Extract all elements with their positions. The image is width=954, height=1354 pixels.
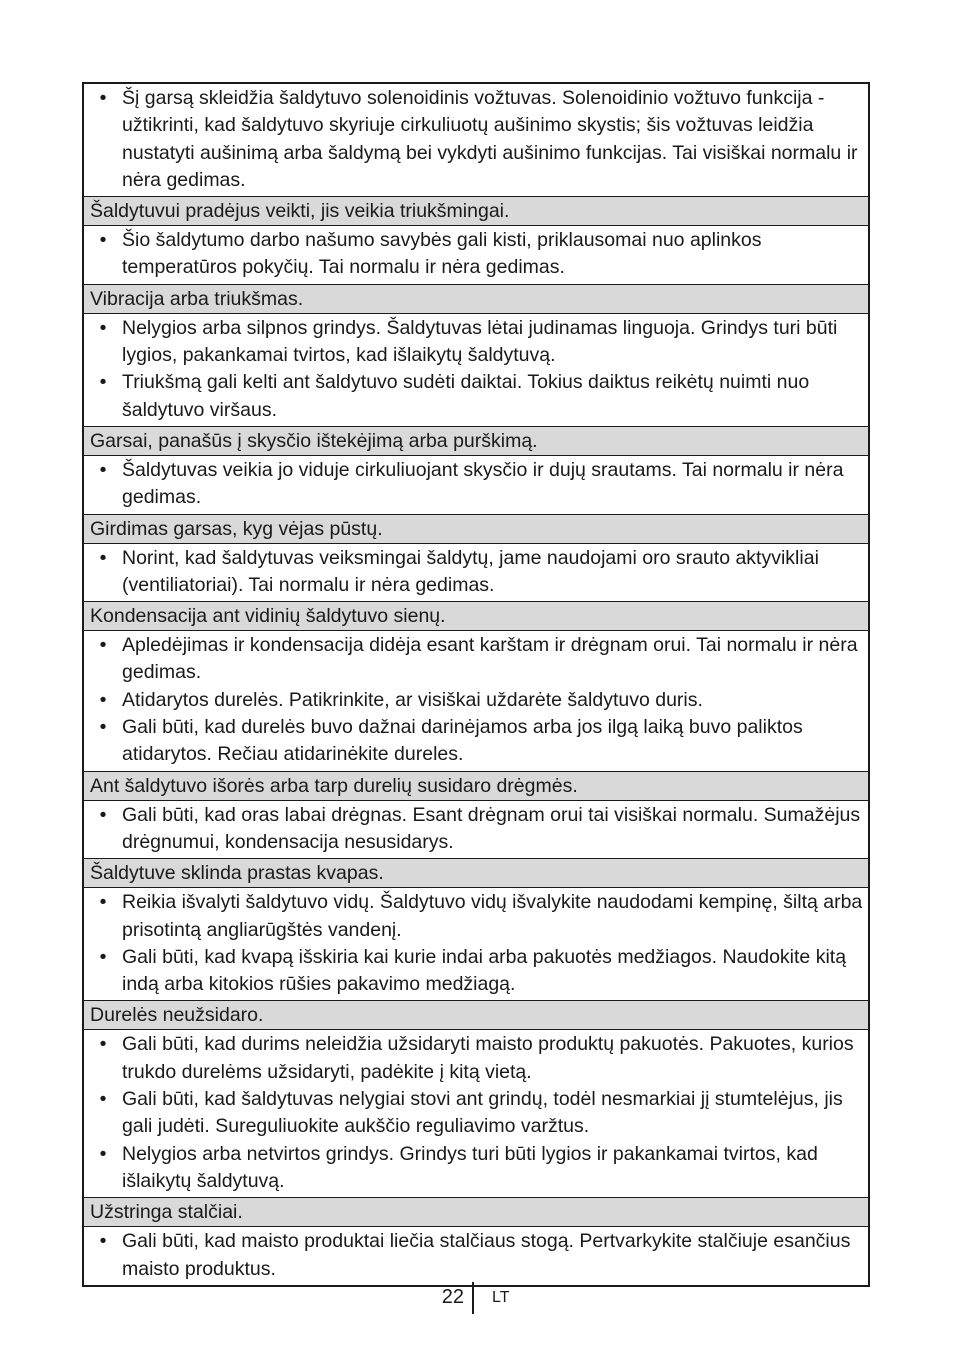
bullet-dot-icon: •: [99, 546, 107, 569]
bullet-text: Nelygios arba silpnos grindys. Šaldytuvas lėtai judinamas linguoja. Grindys turi būti lygios, pakankamai tvirtos, kad išlaikytų šaldytuvą.: [122, 316, 838, 367]
section-header: Vibracija arba triukšmas.: [84, 284, 868, 314]
bullet-dot-icon: •: [99, 316, 107, 339]
section-body: [84, 801, 868, 859]
section-body: [84, 1030, 868, 1197]
page-number: 22: [441, 1286, 464, 1308]
section-body: [84, 226, 868, 284]
section-body: [84, 1227, 868, 1285]
bullet-item: [84, 1086, 864, 1141]
section-header: Kondensacija ant vidinių šaldytuvo sienų.: [84, 601, 868, 631]
bullet-item: [84, 545, 864, 600]
bullet-item: [84, 315, 864, 370]
bullet-text: Gali būti, kad maisto produktai liečia stalčiaus stogą. Pertvarkykite stalčiuje esančius maisto produktus.: [122, 1230, 851, 1280]
bullet-dot-icon: •: [99, 688, 107, 711]
bullet-text: Apledėjimas ir kondensacija didėja esant karštam ir drėgnam orui. Tai normalu ir nėra gedimas.: [122, 634, 858, 684]
bullet-dot-icon: •: [99, 229, 107, 252]
section-body: [84, 544, 868, 602]
bullet-dot-icon: •: [99, 803, 107, 826]
section-body: [84, 888, 868, 1000]
bullet-item: [84, 1031, 864, 1086]
section-header: Šaldytuvui pradėjus veikti, jis veikia triukšmingai.: [84, 196, 868, 226]
bullet-dot-icon: •: [99, 1088, 107, 1111]
bullet-text: Triukšmą gali kelti ant šaldytuvo sudėti daiktai. Tokius daiktus reikėtų nuimti nuo šaldytuvo viršaus.: [122, 371, 810, 421]
bullet-item: [84, 687, 864, 714]
page-footer: [0, 1282, 954, 1316]
bullet-dot-icon: •: [99, 634, 107, 657]
section-header: Girdimas garsas, kyg vėjas pūstų.: [84, 514, 868, 544]
bullet-dot-icon: •: [99, 1142, 107, 1165]
bullet-item: [84, 85, 864, 194]
section-header: Užstringa stalčiai.: [84, 1197, 868, 1227]
bullet-text: Reikia išvalyti šaldytuvo vidų. Šaldytuvo vidų išvalykite naudodami kempinę, šiltą arba prisotintą angliarūgštės vandenį.: [122, 891, 863, 941]
bullet-dot-icon: •: [99, 716, 107, 739]
bullet-item: [84, 802, 864, 857]
bullet-text: Gali būti, kad šaldytuvas nelygiai stovi ant grindų, todėl nesmarkiai jį stumtelėjus, jis gali judėti. Sureguliuokite aukščio reguliavimo varžtus.: [122, 1088, 843, 1138]
bullet-text: Šaldytuvas veikia jo viduje cirkuliuojant skysčio ir dujų srautams. Tai normalu ir nėra gedimas.: [122, 458, 844, 509]
section-header: Durelės neužsidaro.: [84, 1000, 868, 1030]
bullet-text: Gali būti, kad durims neleidžia užsidaryti maisto produktų pakuotės. Pakuotes, kurios trukdo durelėms užsidaryti, padėkite į kitą vietą.: [122, 1033, 854, 1083]
section-header: Šaldytuve sklinda prastas kvapas.: [84, 858, 868, 888]
bullet-item: [84, 944, 864, 999]
bullet-text: Šio šaldytumo darbo našumo savybės gali kisti, priklausomai nuo aplinkos temperatūros pokyčių. Tai normalu ir nėra gedimas.: [122, 229, 762, 279]
bullet-item: [84, 714, 864, 769]
bullet-text: Gali būti, kad oras labai drėgnas. Esant drėgnam orui tai visiškai normalu. Sumažėjus drėgnumui, kondensacija nesusidarys.: [122, 803, 861, 853]
bullet-item: [84, 457, 864, 512]
bullet-dot-icon: •: [99, 945, 107, 968]
bullet-item: [84, 227, 864, 282]
bullet-dot-icon: •: [99, 891, 107, 914]
section-body: [84, 84, 868, 196]
troubleshooting-table: [82, 82, 870, 1287]
bullet-text: Nelygios arba netvirtos grindys. Grindys turi būti lygios ir pakankamai tvirtos, kad išlaikytų šaldytuvą.: [122, 1142, 818, 1192]
bullet-text: Atidarytos durelės. Patikrinkite, ar visiškai uždarėte šaldytuvo duris.: [122, 688, 703, 711]
bullet-item: [84, 1141, 864, 1196]
bullet-dot-icon: •: [99, 87, 107, 109]
bullet-text: Šį garsą skleidžia šaldytuvo solenoidinis vožtuvas. Solenoidinio vožtuvo funkcija - užtikrinti, kad šaldytuvo skyriuje cirkuliuotų aušinimo skystis; šis vožtuvas leidžia nustatyti aušinimą arba šaldymą bei vykdyti aušinimo funkcijas. Tai visiškai normalu ir nėra gedimas.: [122, 87, 858, 191]
bullet-text: Gali būti, kad durelės buvo dažnai darinėjamos arba jos ilgą laiką buvo paliktos atidarytos. Rečiau atidarinėkite dureles.: [122, 716, 803, 766]
bullet-item: [84, 889, 864, 944]
bullet-item: [84, 1228, 864, 1283]
section-header: Ant šaldytuvo išorės arba tarp durelių susidaro drėgmės.: [84, 771, 868, 801]
bullet-dot-icon: •: [99, 458, 107, 481]
bullet-dot-icon: •: [99, 371, 107, 394]
section-body: [84, 456, 868, 514]
bullet-item: [84, 632, 864, 687]
section-body: [84, 631, 868, 770]
bullet-text: Gali būti, kad kvapą išskiria kai kurie indai arba pakuotės medžiagos. Naudokite kitą indą arba kitokios rūšies pakavimo medžiagą.: [122, 945, 847, 996]
language-code: LT: [492, 1289, 510, 1306]
bullet-dot-icon: •: [99, 1033, 107, 1056]
footer-separator: [472, 1282, 474, 1314]
bullet-dot-icon: •: [99, 1230, 107, 1253]
bullet-text: Norint, kad šaldytuvas veiksmingai šaldytų, jame naudojami oro srauto aktyvikliai (ventiliatoriai). Tai normalu ir nėra gedimas.: [122, 546, 819, 596]
section-body: [84, 314, 868, 426]
bullet-item: [84, 369, 864, 424]
section-header: Garsai, panašūs į skysčio ištekėjimą arba purškimą.: [84, 426, 868, 456]
